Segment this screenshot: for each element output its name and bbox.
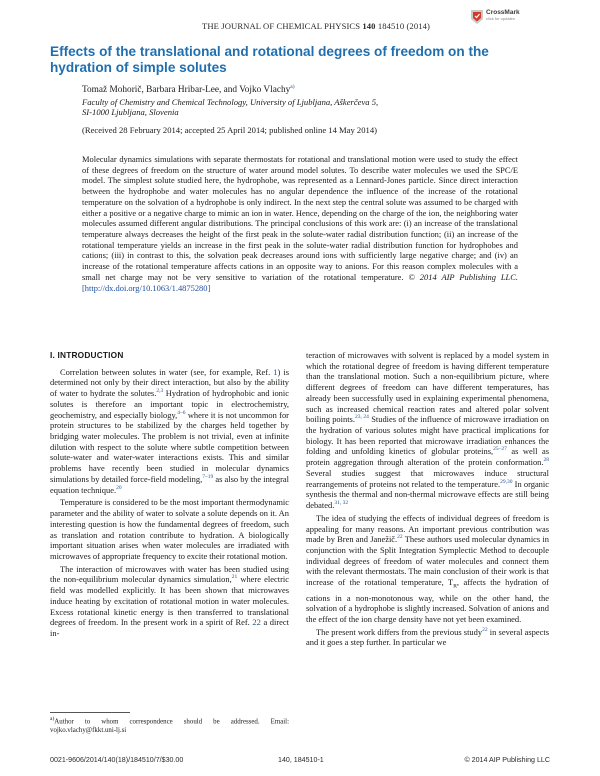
crossmark-sub: click for updates	[486, 16, 515, 21]
reference-link[interactable]: 1	[273, 366, 278, 377]
intro-paragraph-6: The present work differs from the previous study$^{22}$ in several aspects and it goes a step further. In particular we	[306, 626, 549, 648]
citation-link[interactable]: 20	[116, 484, 122, 491]
section-heading: I. INTRODUCTION	[50, 350, 124, 360]
crossmark-logo[interactable]	[470, 8, 580, 38]
journal-name: THE JOURNAL OF CHEMICAL PHYSICS	[202, 21, 361, 31]
article-number: 184510 (2014)	[377, 21, 430, 31]
affiliation-line-1: Faculty of Chemistry and Chemical Technology, University of Ljubljana, Aškerčeva 5,	[82, 97, 379, 107]
article-title: Effects of the translational and rotational degrees of freedom on the hydration of simple solutes	[50, 44, 489, 75]
abstract-text: Molecular dynamics simulations with separate thermostats for rotational and translational motion were used to study the effect of these degrees of freedom on the structure of water around model solutes. To describe water molecules we used the SPC/E model. The simplest solute studied here, the hydrophobe, was represented as a Lennard-Jones particle. Since direct interaction between the hydrophobe and water molecules has no angular dependence the influence of the increase of the rotational temperature on the solvation of a hydrophobe is only indirect. In the next step the central solute was assumed to be charged with either a positive or a negative charge to mimic an ion in water. Hence, depending on the charge of the ion, the neighboring water molecules assumed different angular distributions. The principal conclusions of this work are: (i) an increase of the translational temperature always decreases the height of the first peak in the solute-water radial distribution function; (ii) an increase of the rotational temperature yields an increase in the first peak in the solute-water radial distribution function for hydrophobes and cations; (iii) in contrast to this, the solvation peak decreases around ions with sufficiently large negative charge; and (iv) an increase of the rotational temperature affects cations in an opposite way to anions. For this reason complex molecules with a small net charge may not be very sensitive to variation of the rotational temperature.	[82, 154, 518, 282]
citation-link[interactable]: 22	[397, 534, 403, 541]
intro-paragraph-4: teraction of microwaves with solvent is replaced by a model system in which the rotational degree of freedom is having different temperature than the translational motion. Such a non-equilibrium picture, where different degrees of freedom can have different temperatures, has already been successfully used in explaining experimental phenomena, such as increased chemical reaction rates and altered polar solvent boiling points.$^{23, 24}$ Studies of the influence of microwave irradiation on the hydration of various solutes might have practical implications for biology. It has been reported that microwave irradiation enhances the folding and unfolding kinetics of globular proteins,$^{25-27}$ as well as protein aggregation through alteration of the protein conformation.$^{28}$ Several studies suggest that microwaves induce structural rearrangements of proteins not related to the temperature.$^{29,30}$ In organic synthesis the thermal and non-thermal microwave effects are still being debated.$^{31, 32}$	[306, 350, 549, 511]
citation-link[interactable]: 29,30	[500, 478, 513, 485]
footnote-mark: a)	[50, 716, 55, 722]
journal-header	[140, 21, 430, 31]
footnote-divider	[50, 712, 130, 713]
intro-paragraph-5: The idea of studying the effects of individual degrees of freedom is appealing for many reasons. An important previous contribution was made by Bren and Janežič.$^{22}$ These authors used molecular dynamics in conjunction with the Split Integration Symplectic Method to decouple individual degrees of freedom of water molecules and connect them with the relevant thermostats. The main conclusion of their work is that increase of the rotational temperature, $T_R$, affects the hydration of cations in a non-monotonous way, while on the other hand, the solvation of a hydrophobe is slightly increased. Solvation of anions and the effect of the ion charge density have not yet been examined.	[306, 512, 550, 624]
left-column	[50, 350, 289, 639]
journal-volume: 140	[362, 21, 376, 31]
citation-link[interactable]: 21	[231, 574, 238, 581]
citation-link[interactable]: 31, 32	[334, 500, 349, 507]
footnote-text: Author to whom correspondence should be addressed. Email: vojko.vlachy@fkkt.uni-lj.si	[50, 718, 289, 735]
received-dates: (Received 28 February 2014; accepted 25 April 2014; published online 14 May 2014)	[82, 125, 377, 135]
crossmark-icon	[470, 9, 484, 25]
intro-paragraph-3: The interaction of microwaves with water has been studied using the non-equilibrium molecular dynamics simulation,$^{21}$ where electric field was modelled explicitly. It has been shown that microwaves induce heating by excitation of rotational motion in water molecules. Excess rotational kinetic energy is then transferred to translational degrees of freedom. In the present work in a spirit of Ref. 22 a direct in-	[50, 563, 290, 638]
footer-page: 140, 184510-1	[278, 756, 324, 764]
author-footnote-mark[interactable]: a)	[290, 83, 295, 90]
affiliation-line-2: SI-1000 Ljubljana, Slovenia	[82, 107, 179, 118]
crossmark-label: CrossMark	[486, 9, 520, 16]
affiliation	[82, 97, 542, 118]
right-column	[306, 350, 549, 648]
subscript: R	[453, 583, 457, 590]
abstract	[82, 154, 518, 293]
citation-link[interactable]: 4–6	[177, 409, 186, 416]
authors: Tomaž Mohorič, Barbara Hribar-Lee, and Vojko Vlachy	[82, 85, 291, 95]
intro-paragraph-1: Correlation between solutes in water (see, for example, Ref. 1) is determined not only by their direct interaction, but also by the ability of water to hydrate the solutes.$^{2,3}$ Hydration of hydrophobic and ionic solutes is therefore an important topic in electrochemistry, geochemistry, and especially biology,$^{4-6}$ where it is not uncommon for protein structures to be stabilized by the charges held together by bridging water molecules. The problem is not trivial, even at infinite dilution with respect to the solute where subtle competition between solute-water and water-water interactions exists. This and similar problems have recently been studied in molecular dynamics simulations by detailed force-field modeling,$^{7-19}$ as also by the integral equation technique.$^{20}$	[50, 366, 289, 495]
reference-link[interactable]: 22	[252, 617, 261, 628]
citation-link[interactable]: 7–19	[202, 474, 214, 481]
footer-copyright: © 2014 AIP Publishing LLC	[464, 756, 550, 764]
citation-link[interactable]: 2,3	[156, 388, 164, 395]
footnote	[50, 715, 289, 735]
doi-link[interactable]: [http://dx.doi.org/10.1063/1.4875280]	[82, 282, 211, 293]
citation-link[interactable]: 23, 24	[354, 414, 369, 421]
author-list	[82, 85, 542, 96]
abstract-copyright: © 2014 AIP Publishing LLC.	[408, 271, 518, 282]
intro-paragraph-2: Temperature is considered to be the most important thermodynamic parameter and the ability of water to solvate a solute depends on it. An interesting question is how the fundamental degrees of freedom, such as translation and rotation contribute to hydration. A biologically important situation arises when water molecules are irradiated with microwaves of appropriate frequency to excite their rotational motion.	[50, 497, 289, 561]
citation-link[interactable]: 28	[543, 457, 549, 464]
citation-link[interactable]: 22	[482, 626, 488, 633]
citation-link[interactable]: 25–27	[493, 446, 507, 453]
footer-issn: 0021-9606/2014/140(18)/184510/7/$30.00	[50, 756, 184, 764]
